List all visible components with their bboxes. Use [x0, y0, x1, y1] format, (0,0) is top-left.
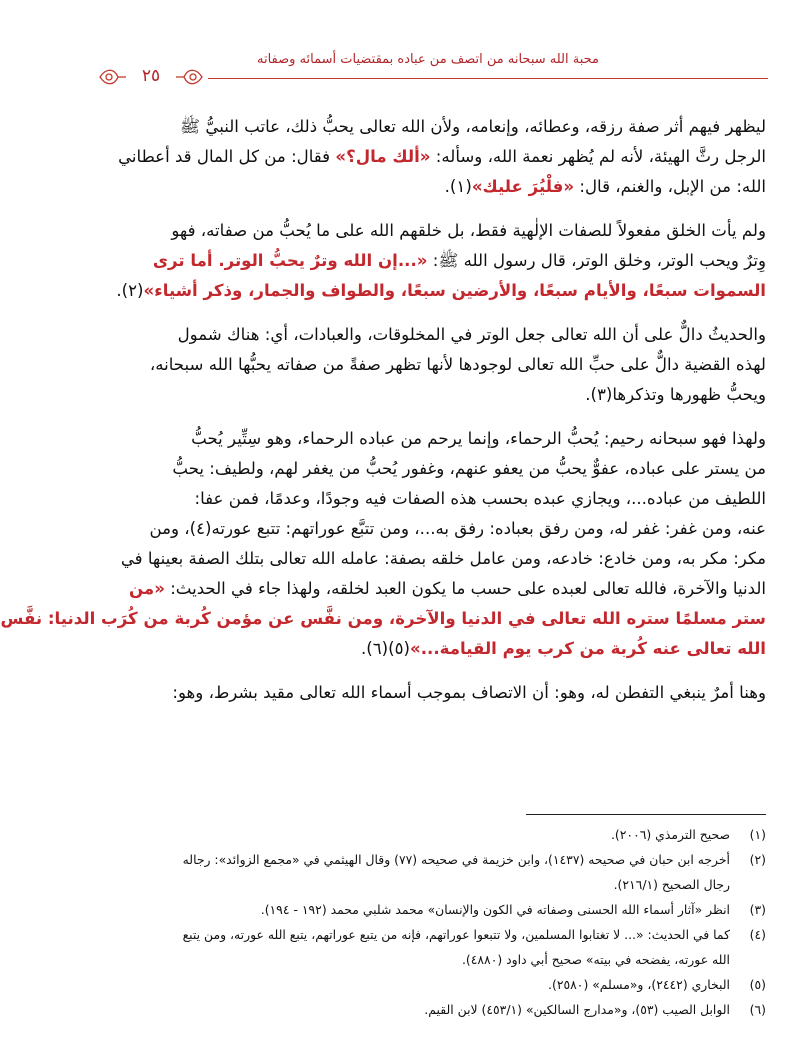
text-line — [90, 544, 766, 574]
footnote-text: أخرجه ابن حبان في صحيحه (١٤٣٧)، وابن خزيمة في صحيحه (٧٧) وقال الهيثمي في «مجمع الزوائد»: رجاله — [182, 852, 730, 867]
text-line — [90, 320, 766, 350]
paragraph — [0, 424, 766, 664]
footnote-separator — [526, 814, 766, 815]
text-segment: (٥)(٦). — [361, 639, 411, 658]
running-title: محبة الله سبحانه من اتصف من عباده بمقتضيات أسمائه وصفاته — [257, 52, 599, 67]
text-segment: الله: من الإبل، والغنم، قال: — [574, 177, 766, 196]
text-segment: وهنا أمرٌ ينبغي التفطن له، وهو: أن الاتصاف بموجب أسماء الله تعالى مقيد بشرط، وهو: — [172, 683, 766, 702]
text-segment: ولم يأت الخلق مفعولاً للصفات الإلٰهية فقط، بل خلقهم الله على ما يُحبُّ من صفاته، فهو — [171, 221, 766, 240]
text-segment: من يستر على عباده، عفوٌّ يحبُّ من يعفو عنهم، وغفور يُحبُّ من يغفر لهم، ولطيف: يحبُّ — [172, 459, 766, 478]
text-line — [90, 350, 766, 380]
footnote-text: انظر «آثار أسماء الله الحسنى وصفاته في الكون والإنسان» محمد شلبي محمد (١٩٢ - ١٩٤). — [260, 902, 730, 917]
paragraph — [90, 678, 766, 708]
text-line — [0, 604, 766, 634]
footnote-number: (٣) — [749, 902, 766, 917]
text-segment: (١). — [444, 177, 472, 196]
hadith-quote: ستر مسلمًا ستره الله تعالى في الدنيا والآخرة، ومن نفَّس عن مؤمن كُربة من كُرَب الدنيا: نفَّس — [0, 609, 766, 628]
text-segment: اللطيف من عباده...، ويجازي عبده بحسب هذه الصفات فيه وجودًا، وعدمًا، فمن عفا: — [194, 489, 766, 508]
footnote-number: (١) — [749, 827, 766, 842]
text-line — [90, 454, 766, 484]
footnote — [90, 922, 766, 947]
footnote-continuation: رجال الصحيح (٢١٦/١). — [613, 877, 730, 892]
text-segment: ولهذا فهو سبحانه رحيم: يُحبُّ الرحماء، وإنما يرحم من عباده الرحماء، وهو سِتِّير يُحبُّ — [191, 429, 766, 448]
footnote-text: كما في الحديث: «... لا تغتابوا المسلمين، ولا تتبعوا عوراتهم، فإنه من يتبع عوراتهم، يتبع الله عورته، ومن يتبع — [182, 927, 730, 942]
paragraph — [90, 216, 766, 306]
text-line — [90, 216, 766, 246]
text-segment: الرجل رثَّ الهيئة، لأنه لم يُظهر نعمة الله، وسأله: — [430, 147, 766, 166]
text-line — [90, 424, 766, 454]
page-header — [68, 0, 788, 92]
footnote-number: (٢) — [749, 852, 766, 867]
footnote — [90, 847, 766, 872]
hadith-quote: السموات سبعًا، والأيام سبعًا، والأرضين سبعًا، والطواف والجمار، وذكر أشياء» — [143, 281, 766, 300]
text-segment: ليظهر فيهم أثر صفة رزقه، وعطائه، وإنعامه، ولأن الله تعالى يحبُّ ذلك، عاتب النبيُّ ﷺ — [180, 117, 766, 136]
main-text — [0, 112, 766, 722]
text-line — [90, 678, 766, 708]
text-segment: الدنيا والآخرة، فالله تعالى لعبده على حسب ما يكون العبد لخلقه، ولهذا جاء في الحديث: — [164, 579, 766, 598]
text-segment: ويحبُّ ظهورها وتذكرها(٣). — [585, 385, 766, 404]
text-line — [90, 276, 766, 306]
text-line — [90, 112, 766, 142]
text-line — [90, 172, 766, 202]
text-segment: فقال: من كل المال قد أعطاني — [118, 147, 336, 166]
footnote-text: صحيح الترمذي (٢٠٠٦). — [610, 827, 730, 842]
text-segment: لهذه القضية دالٌّ على حبِّ الله تعالى لوجودها لأنها تظهر صفةً من صفاته يحبُّها الله سبحانه، — [149, 355, 766, 374]
footnote — [90, 897, 766, 922]
hadith-quote: «ألك مال؟» — [335, 147, 431, 166]
text-segment: مكر: مكر به، ومن خادع: خادعه، ومن عامل خلقه بصفة: عامله الله تعالى بتلك الصفة بعينها في — [120, 549, 766, 568]
footnotes — [90, 822, 766, 1022]
paragraph — [90, 112, 766, 202]
text-segment: وِترٌ ويحب الوتر، وخلق الوتر، قال رسول الله ﷺ: — [427, 251, 766, 270]
hadith-quote: «من — [128, 579, 165, 598]
text-segment: عنه، ومن غفر: غفر له، ومن رفق بعباده: رفق به...، ومن تتبَّع عوراتهم: تتبع عورته(٤)، ومن — [149, 519, 766, 538]
footnote — [90, 972, 766, 997]
footnote-text: الوابل الصيب (٥٣)، و«مدارج السالكين» (٤٥٣/١) لابن القيم. — [424, 1002, 730, 1017]
footnote — [90, 822, 766, 847]
hadith-quote: «فلْيُرَ عليك» — [471, 177, 575, 196]
page-number: ٢٥ — [141, 66, 161, 86]
header-rule — [208, 78, 768, 79]
text-line — [90, 246, 766, 276]
text-line — [90, 514, 766, 544]
text-line — [90, 574, 766, 604]
footnote-number: (٤) — [749, 927, 766, 942]
hadith-quote: الله تعالى عنه كُربة من كرب يوم القيامة...» — [410, 639, 766, 658]
text-segment: (٢). — [116, 281, 144, 300]
text-line — [90, 634, 766, 664]
footnote-number: (٥) — [749, 977, 766, 992]
footnote — [90, 997, 766, 1022]
text-line — [90, 380, 766, 410]
footnote-text: البخاري (٢٤٤٢)، و«مسلم» (٢٥٨٠). — [548, 977, 730, 992]
footnote-number: (٦) — [749, 1002, 766, 1017]
text-line — [90, 484, 766, 514]
paragraph — [90, 320, 766, 410]
hadith-quote: «...إن الله وترٌ يحبُّ الوتر. أما ترى — [152, 251, 428, 270]
text-segment: والحديثُ دالٌّ على أن الله تعالى جعل الوتر في المخلوقات، والعبادات، أي: هناك شمول — [177, 325, 766, 344]
footnote-continuation: الله عورته، يفضحه في بيته» صحيح أبي داود (٤٨٨٠). — [461, 952, 730, 967]
text-line — [90, 142, 766, 172]
